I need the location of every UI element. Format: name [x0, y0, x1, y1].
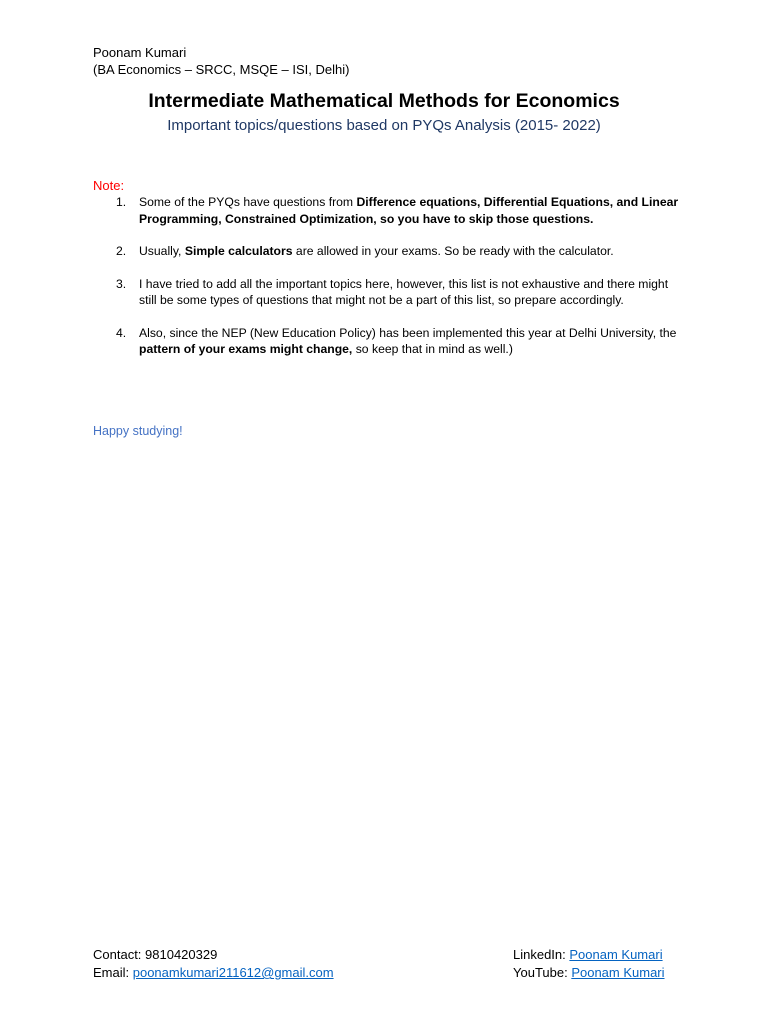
contact-label: Contact: [93, 947, 146, 962]
note-text-plain: Usually, [139, 244, 185, 258]
youtube-line [513, 964, 665, 982]
note-text-plain: so keep that in mind as well.) [352, 342, 513, 356]
note-item-3 [93, 276, 683, 309]
contact-phone: 9810420329 [145, 947, 218, 962]
footer-social-block [513, 946, 665, 982]
note-text-bold: pattern of your exams might change, [139, 342, 353, 356]
email-line [93, 964, 334, 982]
note-text-plain: Some of the PYQs have questions from [139, 195, 357, 209]
footer-contact-block [93, 946, 334, 982]
note-text-bold: Simple calculators [184, 244, 293, 258]
youtube-link[interactable]: Poonam Kumari [571, 965, 665, 980]
note-text-plain: I have tried to add all the important topics here, however, this list is not exhaustive and there might still be some types of questions that might not be a part of this list, so prepare accordingly. [139, 276, 669, 307]
author-credentials: (BA Economics – SRCC, MSQE – ISI, Delhi) [93, 62, 350, 77]
note-number: 2. [116, 244, 127, 258]
note-number: 4. [116, 325, 127, 340]
note-text-plain: Also, since the NEP (New Education Policy) has been implemented this year at Delhi University, the [139, 325, 677, 340]
linkedin-line [513, 946, 665, 964]
email-label: Email: [93, 965, 133, 980]
email-link[interactable]: poonamkumari211612@gmail.com [132, 965, 334, 980]
note-number: 3. [116, 276, 127, 291]
note-text [139, 244, 614, 258]
youtube-label: YouTube: [513, 965, 572, 980]
note-text [139, 326, 676, 357]
note-text [139, 195, 678, 226]
author-block [93, 44, 349, 78]
closing-text: Happy studying! [93, 424, 183, 438]
note-label: Note: [93, 178, 125, 193]
note-item-4 [93, 325, 683, 358]
document-subtitle: Important topics/questions based on PYQs Analysis (2015- 2022) [167, 117, 601, 134]
note-text-bold: Difference equations, Differential Equations, and Linear Programming, Constrained Optimization, so you have to skip those questions. [139, 195, 679, 226]
linkedin-label: LinkedIn: [513, 947, 570, 962]
linkedin-link[interactable]: Poonam Kumari [569, 947, 663, 962]
author-name: Poonam Kumari [93, 45, 187, 60]
document-title: Intermediate Mathematical Methods for Economics [148, 90, 620, 112]
note-item-1 [93, 194, 683, 227]
note-list [93, 194, 683, 374]
contact-line [93, 946, 334, 964]
note-number: 1. [116, 195, 127, 209]
note-item-2 [93, 243, 683, 260]
note-text [139, 277, 668, 308]
note-text-plain: are allowed in your exams. So be ready with the calculator. [292, 244, 614, 258]
